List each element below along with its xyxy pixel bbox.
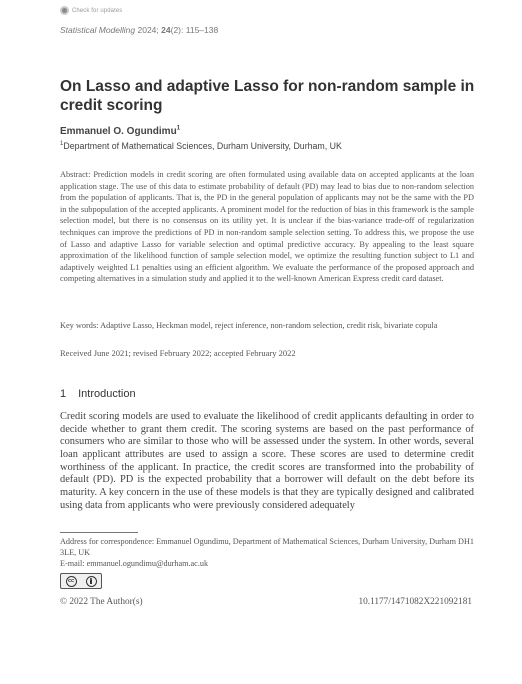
- correspondence-note: [60, 536, 474, 570]
- journal-year: 2024;: [137, 25, 159, 35]
- affiliation-mark: 1: [60, 141, 64, 148]
- journal-name: Statistical Modelling: [60, 25, 136, 35]
- attribution-icon: [86, 576, 97, 587]
- journal-issue: (2):: [170, 25, 184, 35]
- correspondence-email: E-mail: emmanuel.ogundimu@durham.ac.uk: [60, 559, 209, 569]
- author-affiliation-mark: 1: [176, 125, 181, 132]
- check-for-updates-icon: [60, 6, 69, 15]
- doi-link[interactable]: 10.1177/1471082X221092181: [358, 597, 472, 607]
- affiliation-text: Department of Mathematical Sciences, Durham University, Durham, UK: [63, 141, 342, 151]
- check-for-updates-badge[interactable]: [60, 6, 122, 15]
- check-for-updates-label: Check for updates: [72, 7, 123, 14]
- keywords: [60, 320, 474, 332]
- received-dates: Received June 2021; revised February 2022; accepted February 2022: [60, 348, 296, 358]
- abstract: [60, 169, 474, 285]
- author-name: Emmanuel O. Ogundimu: [60, 126, 177, 137]
- footnote-divider: [60, 532, 138, 533]
- journal-citation: [60, 25, 218, 35]
- introduction-paragraph: Credit scoring models are used to evaluate the likelihood of credit applicants defaulting in order to decide whether to grant them credit. The scoring systems are based on the past performance of consumers who are similar to those who will be assessed under the system. In other words, several loan applicant attributes are used to assign a score. These scores are used to determine credit worthiness of the applicant. In practice, the credit scores are transformed into the probability of default (PD). PD is the expected probability that a borrower will default on the debt before its maturity. A key concern in the use of these models is that they are typically designed and calibrated using data from applicants who were previously considered adequately: [60, 411, 474, 511]
- creative-commons-icon: cc: [66, 576, 77, 587]
- correspondence-address: Address for correspondence: Emmanuel Ogundimu, Department of Mathematical Sciences, Durham University, Durham DH1 3LE, UK: [60, 537, 474, 558]
- cc-license-badge[interactable]: [60, 573, 102, 589]
- journal-pages: 115–138: [185, 25, 219, 35]
- copyright-notice: © 2022 The Author(s): [60, 597, 143, 607]
- abstract-text: Prediction models in credit scoring are often formulated using available data on accepted applicants at the loan application stage. The use of this data to estimate probability of default (PD) may lead to bias due to non-random selection from the population of applicants. That is, the PD in the general population of applicants may not be the same with the PD in the subpopulation of the accepted applicants. A prominent model for the reduction of bias in this framework is the sample selection model, but there is no consensus on its utility yet. It is unclear if the bias-variance trade-off of regularization techniques can improve the predictions of PD in non-random sample selection setting. To address this, we propose the use of Lasso and adaptive Lasso for variable selection and optimal predictive accuracy. By appealing to the least square approximation of the likelihood function of sample selection model, we optimize the resulting function subject to L1 and adaptively weighted L1 penalties using an efficient algorithm. We evaluate the performance of the proposed approach and competing alternatives in a simulation study and applied it to the well-known American Express credit card dataset.: [60, 170, 474, 284]
- paper-title: On Lasso and adaptive Lasso for non-random sample in credit scoring: [60, 78, 475, 114]
- section-heading: [60, 388, 136, 400]
- keywords-text: Adaptive Lasso, Heckman model, reject inference, non-random selection, credit risk, bivariate copula: [100, 321, 438, 330]
- author-line: [60, 126, 180, 137]
- affiliation-line: [60, 141, 342, 151]
- journal-volume: 24: [161, 25, 171, 35]
- section-number: 1: [60, 388, 67, 400]
- abstract-label: Abstract:: [60, 170, 91, 179]
- keywords-label: Key words:: [60, 321, 99, 330]
- section-title: Introduction: [78, 388, 136, 400]
